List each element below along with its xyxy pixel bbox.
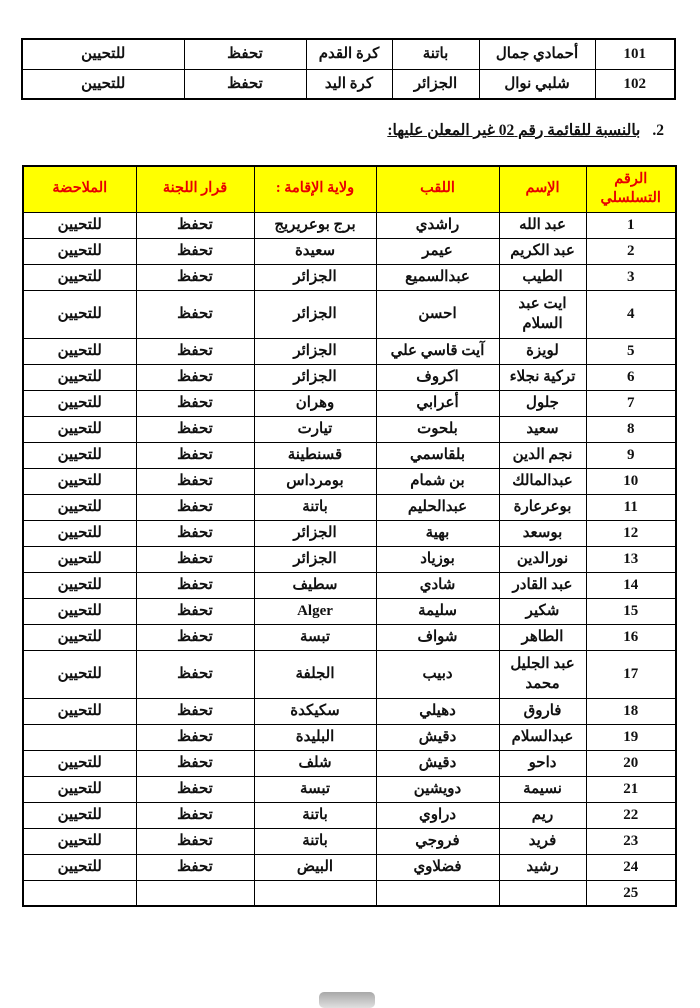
cell-serial: 19 [586,724,676,750]
cell-decision: تحفظ [136,238,254,264]
cell-decision: تحفظ [136,598,254,624]
cell-decision: تحفظ [136,724,254,750]
cell-name: أحمادي جمال [479,39,595,69]
cell-discipline: كرة القدم [306,39,392,69]
table-row [22,69,675,99]
table-row [23,338,676,364]
cell-surname: بهية [376,520,499,546]
cell-remark: للتحيين [23,338,136,364]
cell-serial: 24 [586,854,676,880]
cell-serial: 16 [586,624,676,650]
cell-name: عبدالمالك [499,468,586,494]
cell-remark: للتحيين [23,390,136,416]
cell-residence: الجزائر [254,364,376,390]
cell-serial: 12 [586,520,676,546]
cell-decision: تحفظ [136,750,254,776]
cell-decision: تحفظ [136,442,254,468]
cell-remark [23,724,136,750]
cell-serial: 7 [586,390,676,416]
cell-name: شكير [499,598,586,624]
col-header-serial: الرقم التسلسلي [586,166,676,212]
cell-remark: للتحيين [23,854,136,880]
cell-remark: للتحيين [23,828,136,854]
cell-name: ريم [499,802,586,828]
table-row [23,776,676,802]
col-header-remark: الملاحضة [23,166,136,212]
table-row [23,290,676,338]
cell-decision: تحفظ [136,776,254,802]
cell-surname: أعرابي [376,390,499,416]
cell-serial: 17 [586,650,676,698]
table-row [23,264,676,290]
table-row [23,880,676,906]
cell-serial: 101 [595,39,675,69]
cell-residence: وهران [254,390,376,416]
cell-remark: للتحيين [23,750,136,776]
table-row [23,802,676,828]
cell-residence: سكيكدة [254,698,376,724]
cell-decision: تحفظ [136,828,254,854]
cell-remark: للتحيين [23,238,136,264]
cell-remark: للتحيين [23,624,136,650]
cell-name: نجم الدين [499,442,586,468]
cell-surname: دقيش [376,750,499,776]
cell-remark: للتحيين [23,802,136,828]
section-number: 2. [652,122,664,139]
cell-surname: دقيش [376,724,499,750]
cell-surname: عبدالسميع [376,264,499,290]
cell-name: رشيد [499,854,586,880]
cell-surname: سليمة [376,598,499,624]
cell-surname: بوزياد [376,546,499,572]
cell-remark: للتحيين [23,698,136,724]
cell-surname: شادي [376,572,499,598]
cell-remark: للتحيين [23,650,136,698]
cell-serial: 3 [586,264,676,290]
cell-remark: للتحيين [23,494,136,520]
table-row [23,698,676,724]
table-row [23,828,676,854]
cell-residence [254,880,376,906]
cell-name: داحو [499,750,586,776]
cell-remark: للتحيين [23,546,136,572]
cell-serial: 25 [586,880,676,906]
cell-name: بوعرعارة [499,494,586,520]
cell-decision: تحفظ [136,650,254,698]
cell-residence: شلف [254,750,376,776]
cell-decision: تحفظ [136,624,254,650]
cell-decision [136,880,254,906]
cell-name: سعيد [499,416,586,442]
cell-serial: 5 [586,338,676,364]
cell-residence: الجزائر [254,290,376,338]
cell-residence: الجزائر [392,69,479,99]
cell-surname: دويشين [376,776,499,802]
cell-name: فريد [499,828,586,854]
cell-name: شلبي نوال [479,69,595,99]
cell-surname [376,880,499,906]
cell-name: نورالدين [499,546,586,572]
cell-remark: للتحيين [22,39,184,69]
cell-surname: بن شمام [376,468,499,494]
cell-decision: تحفظ [184,69,306,99]
cell-surname: راشدي [376,212,499,238]
cell-name: نسيمة [499,776,586,802]
cell-serial: 14 [586,572,676,598]
table-row [23,212,676,238]
cell-remark: للتحيين [23,468,136,494]
header-row [23,166,676,212]
cell-remark: للتحيين [22,69,184,99]
cell-residence: باتنة [392,39,479,69]
cell-surname: فروجي [376,828,499,854]
cell-serial: 102 [595,69,675,99]
cell-surname: آيت قاسي علي [376,338,499,364]
cell-residence: البيض [254,854,376,880]
cell-surname: عبدالحليم [376,494,499,520]
cell-residence: قسنطينة [254,442,376,468]
table-row [23,494,676,520]
cell-residence: البليدة [254,724,376,750]
cell-residence: بومرداس [254,468,376,494]
cell-surname: بلحوت [376,416,499,442]
cell-name: عبد القادر [499,572,586,598]
table-row [23,390,676,416]
cell-serial: 23 [586,828,676,854]
cell-name: عبد الجليل محمد [499,650,586,698]
previous-list-continuation-table [21,38,676,100]
cell-residence: باتنة [254,802,376,828]
cell-serial: 18 [586,698,676,724]
cell-residence: سطيف [254,572,376,598]
cell-serial: 4 [586,290,676,338]
cell-decision: تحفظ [136,390,254,416]
cell-serial: 8 [586,416,676,442]
cell-surname: فضلاوي [376,854,499,880]
cell-discipline: كرة اليد [306,69,392,99]
cell-remark: للتحيين [23,212,136,238]
cell-serial: 2 [586,238,676,264]
cell-decision: تحفظ [136,212,254,238]
cell-name [499,880,586,906]
cell-residence: تبسة [254,624,376,650]
cell-serial: 1 [586,212,676,238]
table-row [23,598,676,624]
table-row [22,39,675,69]
cell-decision: تحفظ [136,494,254,520]
cell-surname: شواف [376,624,499,650]
cell-remark: للتحيين [23,598,136,624]
cell-residence: باتنة [254,828,376,854]
table-row [23,238,676,264]
table-row [23,750,676,776]
cell-residence: Alger [254,598,376,624]
cell-remark: للتحيين [23,364,136,390]
cell-name: عبد الله [499,212,586,238]
table-row [23,650,676,698]
cell-serial: 20 [586,750,676,776]
cell-decision: تحفظ [136,546,254,572]
cell-decision: تحفظ [136,854,254,880]
cell-remark [23,880,136,906]
cell-decision: تحفظ [136,468,254,494]
cell-surname: دراوي [376,802,499,828]
table-row [23,416,676,442]
cell-surname: عيمر [376,238,499,264]
cell-decision: تحفظ [136,338,254,364]
cell-residence: الجزائر [254,338,376,364]
table-row [23,468,676,494]
cell-serial: 15 [586,598,676,624]
col-header-residence: ولاية الإقامة : [254,166,376,212]
cell-serial: 10 [586,468,676,494]
table-row [23,520,676,546]
cell-residence: برج بوعريريج [254,212,376,238]
cell-name: عبدالسلام [499,724,586,750]
cell-name: الطاهر [499,624,586,650]
cell-serial: 6 [586,364,676,390]
table-row [23,572,676,598]
cell-remark: للتحيين [23,416,136,442]
cell-name: الطيب [499,264,586,290]
cell-decision: تحفظ [136,364,254,390]
page-footer-blob [319,992,375,1008]
cell-decision: تحفظ [136,520,254,546]
cell-surname: بلقاسمي [376,442,499,468]
cell-name: ايت عبد السلام [499,290,586,338]
col-header-decision: قرار اللجنة [136,166,254,212]
cell-name: جلول [499,390,586,416]
cell-name: لويزة [499,338,586,364]
cell-remark: للتحيين [23,520,136,546]
col-header-surname: اللقب [376,166,499,212]
table-row [23,854,676,880]
cell-residence: سعيدة [254,238,376,264]
cell-remark: للتحيين [23,290,136,338]
list-02-table [22,165,677,907]
cell-residence: الجزائر [254,546,376,572]
table-row [23,442,676,468]
cell-remark: للتحيين [23,572,136,598]
cell-name: فاروق [499,698,586,724]
cell-remark: للتحيين [23,264,136,290]
cell-surname: اكروف [376,364,499,390]
cell-residence: الجزائر [254,264,376,290]
cell-serial: 9 [586,442,676,468]
cell-decision: تحفظ [136,416,254,442]
cell-surname: احسن [376,290,499,338]
cell-decision: تحفظ [136,290,254,338]
cell-name: تركية نجلاء [499,364,586,390]
section-heading [387,121,664,140]
section-title: بالنسبة للقائمة رقم 02 غير المعلن عليها: [387,122,641,139]
col-header-name: الإسم [499,166,586,212]
table-row [23,624,676,650]
cell-residence: تبسة [254,776,376,802]
cell-surname: دهيلي [376,698,499,724]
cell-name: بوسعد [499,520,586,546]
cell-serial: 11 [586,494,676,520]
cell-serial: 21 [586,776,676,802]
cell-decision: تحفظ [136,802,254,828]
table-row [23,724,676,750]
cell-residence: باتنة [254,494,376,520]
cell-remark: للتحيين [23,776,136,802]
cell-serial: 13 [586,546,676,572]
cell-serial: 22 [586,802,676,828]
cell-residence: الجلفة [254,650,376,698]
cell-surname: دبيب [376,650,499,698]
cell-residence: تيارت [254,416,376,442]
table-row [23,546,676,572]
table-row [23,364,676,390]
cell-remark: للتحيين [23,442,136,468]
cell-decision: تحفظ [184,39,306,69]
cell-decision: تحفظ [136,572,254,598]
cell-decision: تحفظ [136,264,254,290]
cell-residence: الجزائر [254,520,376,546]
cell-decision: تحفظ [136,698,254,724]
cell-name: عبد الكريم [499,238,586,264]
